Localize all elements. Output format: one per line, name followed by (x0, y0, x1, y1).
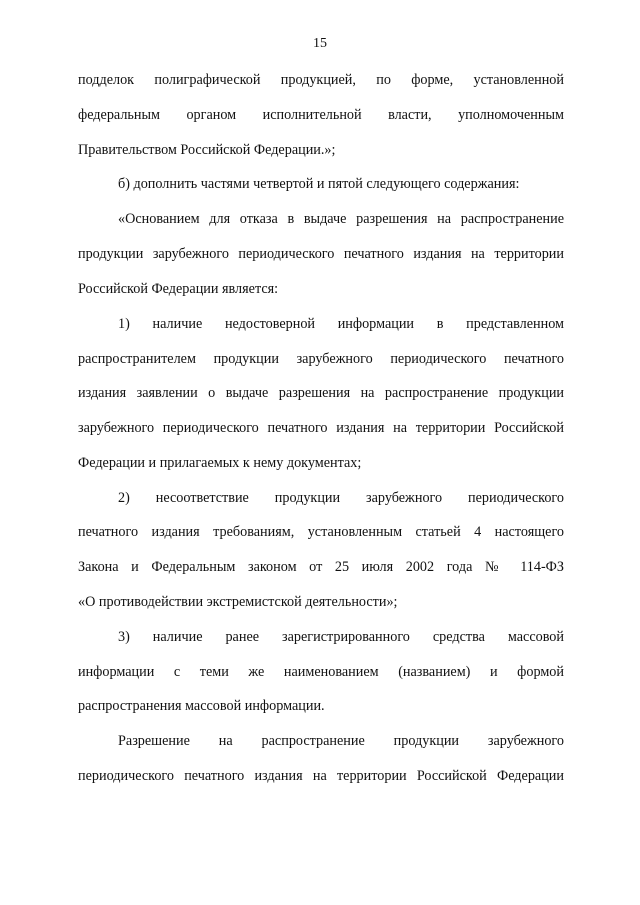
text-line-13: 2) несоответствие продукции зарубежного периодического (118, 490, 564, 506)
text-line-10: издания заявлении о выдаче разрешения на распространение продукции (78, 385, 564, 401)
text-line-2: федеральным органом исполнительной власти, уполномоченным (78, 107, 564, 123)
text-line-18: информации с теми же наименованием (названием) и формой (78, 664, 564, 680)
text-line-3: Правительством Российской Федерации.»; (78, 142, 336, 158)
text-line-5: «Основанием для отказа в выдаче разрешения на распространение (118, 211, 564, 227)
text-line-19: распространения массовой информации. (78, 698, 325, 714)
text-line-1: подделок полиграфической продукцией, по форме, установленной (78, 72, 564, 88)
text-line-8: 1) наличие недостоверной информации в представленном (118, 316, 564, 332)
text-line-4: б) дополнить частями четвертой и пятой следующего содержания: (118, 176, 520, 192)
text-line-11: зарубежного периодического печатного издания на территории Российской (78, 420, 564, 436)
text-line-15: Закона и Федеральным законом от 25 июля 2002 года № 114-ФЗ (78, 559, 564, 575)
text-line-9: распространителем продукции зарубежного периодического печатного (78, 351, 564, 367)
page-number: 15 (313, 36, 327, 51)
text-line-12: Федерации и прилагаемых к нему документах; (78, 455, 362, 471)
text-line-20: Разрешение на распространение продукции зарубежного (118, 733, 564, 749)
text-line-14: печатного издания требованиям, установленным статьей 4 настоящего (78, 524, 564, 540)
text-line-7: Российской Федерации является: (78, 281, 279, 297)
text-line-16: «О противодействии экстремистской деятельности»; (78, 594, 398, 610)
text-line-21: периодического печатного издания на территории Российской Федерации (78, 768, 564, 784)
text-line-17: 3) наличие ранее зарегистрированного средства массовой (118, 629, 564, 645)
text-line-6: продукции зарубежного периодического печатного издания на территории (78, 246, 564, 262)
